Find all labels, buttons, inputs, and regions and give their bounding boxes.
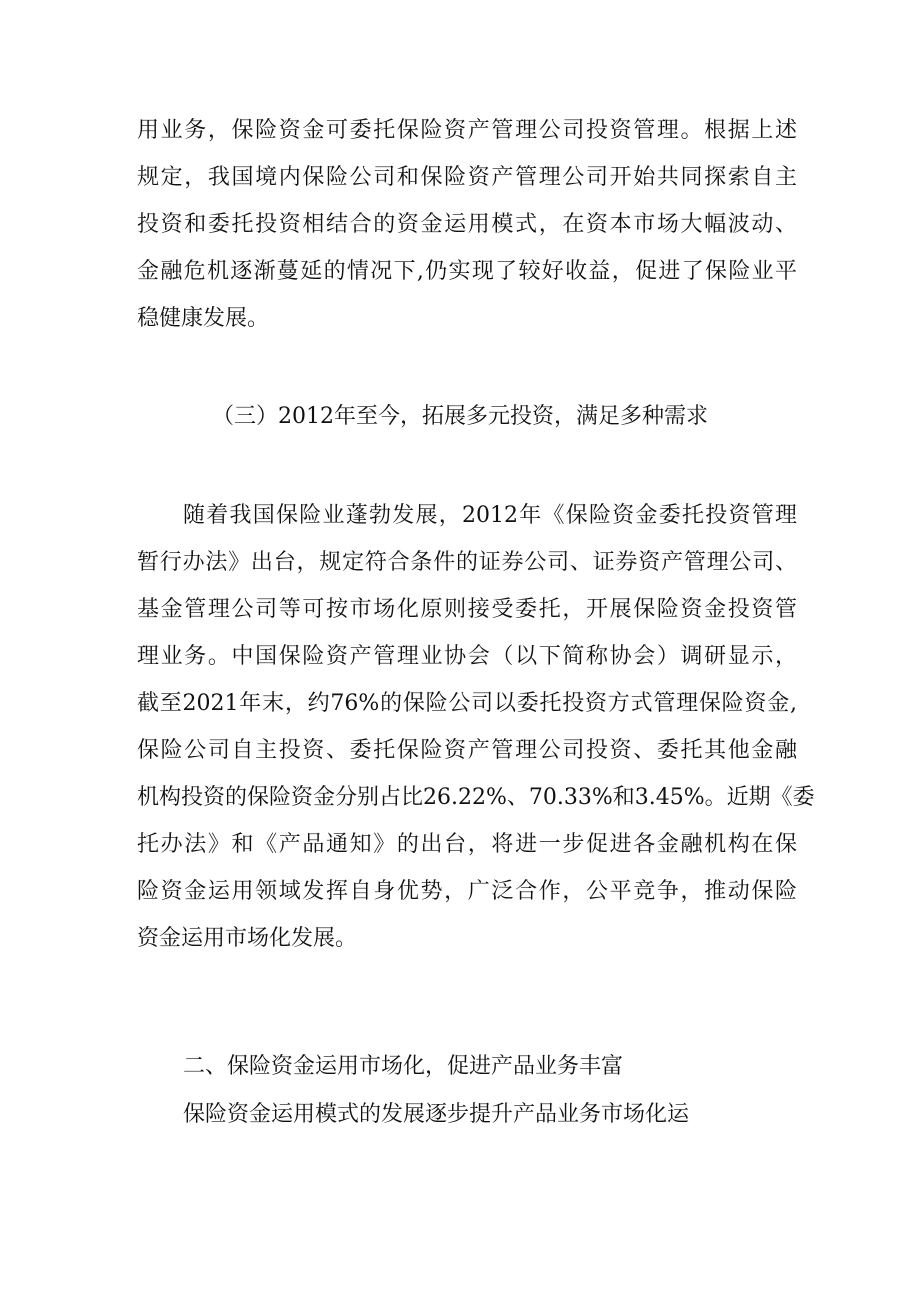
paragraph-line: 机构投资的保险资金分别占比26.22%、70.33%和3.45%。近期《委 (137, 785, 815, 810)
paragraph-1 (137, 107, 797, 342)
paragraph-2 (137, 492, 815, 962)
paragraph-line: 投资和委托投资相结合的资金运用模式，在资本市场大幅波动、 (137, 212, 797, 237)
paragraph-line: 稳健康发展。 (137, 306, 270, 331)
paragraph-line: 资金运用市场化发展。 (137, 926, 358, 951)
section-heading-3: （三）2012年至今，拓展多元投资，满足多种需求 (212, 404, 708, 429)
paragraph-line: 保险公司自主投资、委托保险资产管理公司投资、委托其他金融 (137, 738, 797, 763)
paragraph-line: 规定，我国境内保险公司和保险资产管理公司开始共同探索自主 (137, 165, 797, 190)
paragraph-line: 用业务，保险资金可委托保险资产管理公司投资管理。根据上述 (137, 118, 797, 143)
paragraph-line: 保险资金运用模式的发展逐步提升产品业务市场化运 (183, 1102, 690, 1127)
paragraph-line: 险资金运用领域发挥自身优势，广泛合作，公平竞争，推动保险 (137, 879, 797, 904)
paragraph-line: 托办法》和《产品通知》的出台，将进一步促进各金融机构在保 (137, 832, 797, 857)
paragraph-line: 随着我国保险业蓬勃发展，2012年《保险资金委托投资管理 (183, 503, 797, 528)
paragraph-3 (137, 1091, 797, 1138)
section-heading-2: 二、保险资金运用市场化，促进产品业务丰富 (183, 1054, 624, 1079)
paragraph-line: 截至2021年末，约76%的保险公司以委托投资方式管理保险资金, (137, 691, 797, 716)
paragraph-line: 理业务。中国保险资产管理业协会（以下简称协会）调研显示， (137, 644, 797, 669)
paragraph-line: 基金管理公司等可按市场化原则接受委托，开展保险资金投资管 (137, 597, 797, 622)
paragraph-line: 暂行办法》出台，规定符合条件的证券公司、证券资产管理公司、 (137, 550, 797, 575)
paragraph-line: 金融危机逐渐蔓延的情况下,仍实现了较好收益，促进了保险业平 (137, 259, 797, 284)
